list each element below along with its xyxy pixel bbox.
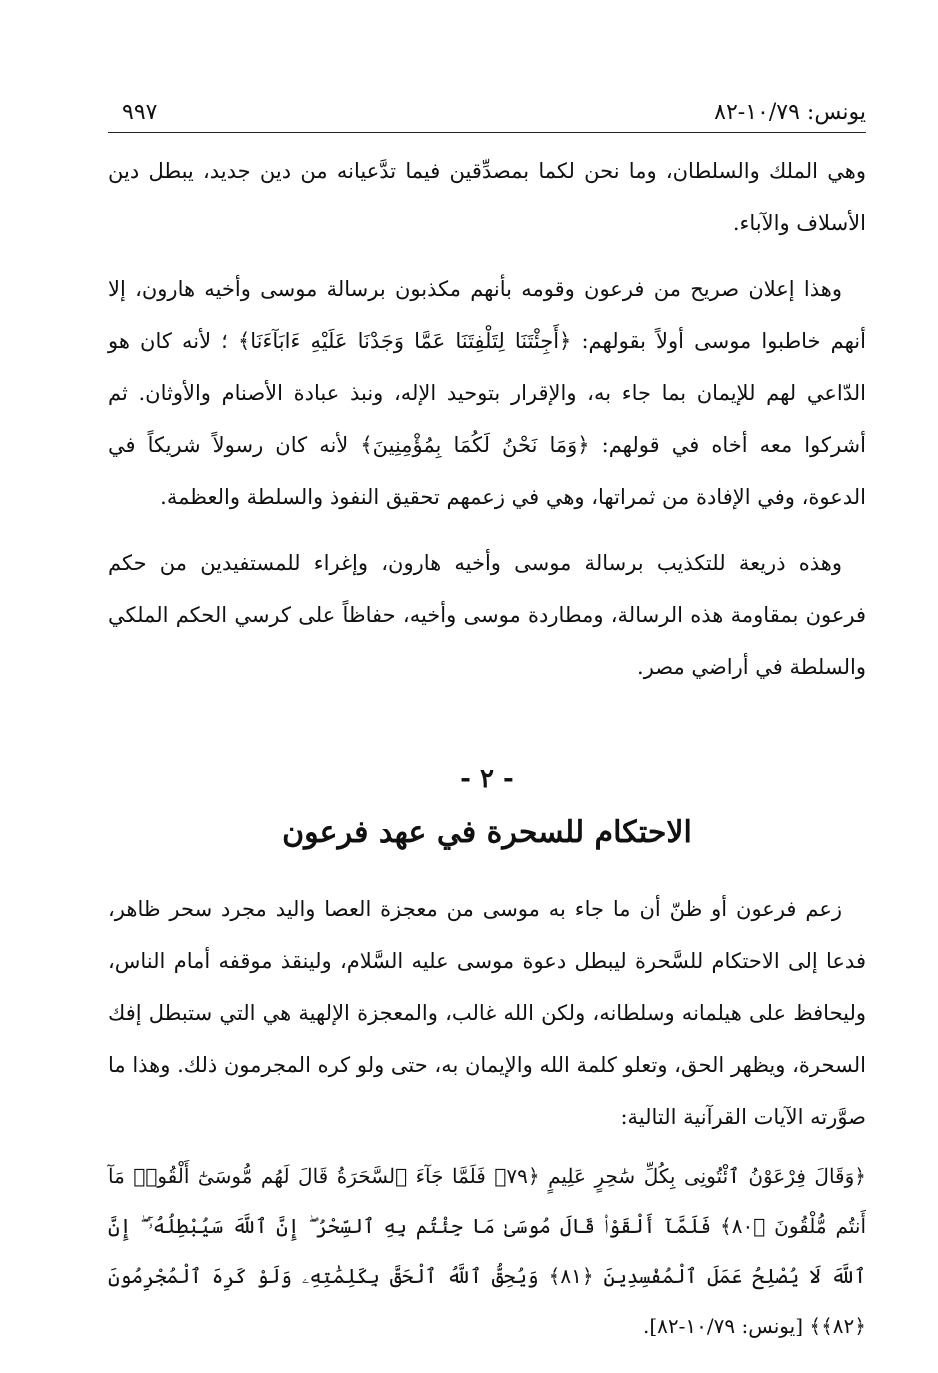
section-paragraph: زعم فرعون أو ظنّ أن ما جاء به موسى من معجزة العصا واليد مجرد سحر ظاهر، فدعا إلى الاحتكام للسَّحرة ليبطل دعوة موسى عليه السَّلام، ولينقذ موقفه أمام الناس، وليحافظ على هيلمانه وسلطانه، ولكن الله غالب، والمعجزة الإلهية هي التي ستبطل إفك السحرة، ويظهر الحق، وتعلو كلمة الله والإيمان به، حتى ولو كره المجرمون ذلك. وهذا ما صوَّرته الآيات القرآنية التالية:	[108, 897, 866, 1129]
paragraph-3: وهذه ذريعة للتكذيب برسالة موسى وأخيه هارون، وإغراء للمستفيدين من حكم فرعون بمقاومة هذه الرسالة، ومطاردة موسى وأخيه، حفاظاً على كرسي الحكم الملكي والسلطة في أراضي مصر.	[108, 551, 866, 679]
running-header	[108, 80, 866, 133]
paragraph-1: وهي الملك والسلطان، وما نحن لكما بمصدِّقين فيما تدَّعيانه من دين جديد، يبطل دين الأسلاف والآباء.	[108, 159, 866, 235]
section-title: الاحتكام للسحرة في عهد فرعون	[282, 815, 692, 850]
book-page	[108, 80, 866, 1351]
page-number: ٩٩٧	[122, 100, 158, 125]
surah-reference: يونس: ١٠/٧٩-٨٢	[714, 100, 866, 125]
paragraph-2: وهذا إعلان صريح من فرعون وقومه بأنهم مكذبون برسالة موسى وأخيه هارون، إلا أنهم خاطبوا موسى أولاً بقولهم: ﴿أَجِئْتَنَا لِتَلْفِتَنَا عَمَّا وَجَدْنَا عَلَيْهِ ءَابَآءَنَا﴾ ؛ لأنه كان هو الدّاعي لهم للإيمان بما جاء به، والإقرار بتوحيد الإله، ونبذ عبادة الأصنام والأوثان. ثم أشركوا معه أخاه في قولهم: ﴿وَمَا نَحْنُ لَكُمَا بِمُؤْمِنِينَ﴾ لأنه كان رسولاً شريكاً في الدعوة، وفي الإفادة من ثمراتها، وهي في زعمهم تحقيق النفوذ والسلطة والعظمة.	[108, 277, 866, 509]
quran-verses: ﴿وَقَالَ فِرْعَوْنُ ٱئْتُونِى بِكُلِّ سَٰحِرٍ عَلِيمٍ ﴿٧٩﴾ فَلَمَّا جَآءَ ٱلسَّحَرَةُ قَالَ لَهُم مُّوسَىٰٓ أَلْقُوا۟ مَآ أَنتُم مُّلْقُونَ ﴿٨٠﴾ فَلَمَّآ أَلْقَوْا۟ قَالَ مُوسَىٰ مَا جِئْتُم بِهِ ٱلسِّحْرُ ۖ إِنَّ ٱللَّهَ سَيُبْطِلُهُۥٓ ۖ إِنَّ ٱللَّهَ لَا يُصْلِحُ عَمَلَ ٱلْمُفْسِدِينَ ﴿٨١﴾ وَيُحِقُّ ٱللَّهُ ٱلْحَقَّ بِكَلِمَٰتِهِۦ وَلَوْ كَرِهَ ٱلْمُجْرِمُونَ ﴿٨٢﴾﴾ [يونس: ١٠/٧٩-٨٢].	[108, 1164, 867, 1338]
section-number: - ٢ -	[460, 764, 514, 794]
